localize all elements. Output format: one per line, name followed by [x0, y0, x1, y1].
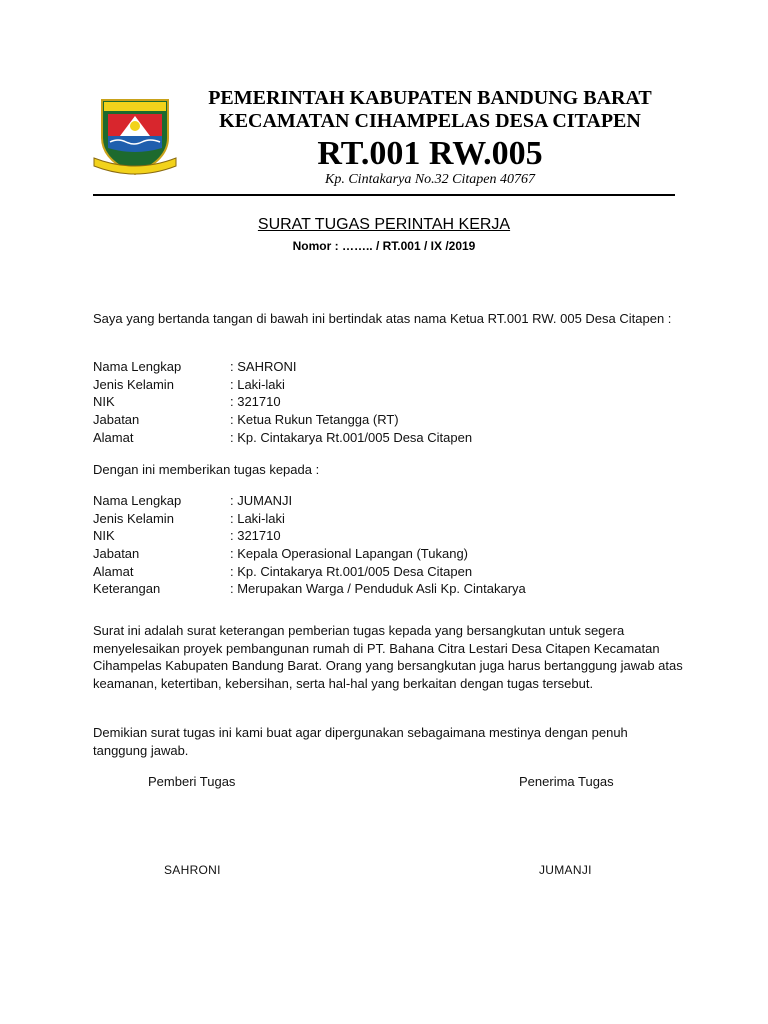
- field-label: Jabatan: [93, 546, 140, 561]
- field-label: Alamat: [93, 564, 134, 579]
- receiver-name: JUMANJI: [539, 863, 592, 877]
- field-value: : Laki-laki: [230, 511, 285, 526]
- letterhead-government: PEMERINTAH KABUPATEN BANDUNG BARAT: [208, 87, 652, 109]
- assignee-field: [93, 580, 526, 598]
- field-value: : Kepala Operasional Lapangan (Tukang): [230, 546, 469, 561]
- assignee-field: [93, 527, 281, 545]
- field-label: Alamat: [93, 430, 134, 445]
- intro-paragraph: Saya yang bertanda tangan di bawah ini bertindak atas nama Ketua RT.001 RW. 005 Desa Citapen :: [93, 311, 672, 326]
- field-value: : 321710: [230, 528, 281, 543]
- issuer-field: [93, 429, 472, 447]
- field-label: Jenis Kelamin: [93, 511, 174, 526]
- document-number: Nomor : …….. / RT.001 / IX /2019: [292, 239, 476, 253]
- assignee-field: [93, 545, 468, 563]
- assignee-field: [93, 510, 285, 528]
- field-value: : Merupakan Warga / Penduduk Asli Kp. Cintakarya: [230, 581, 526, 596]
- letterhead-address: Kp. Cintakarya No.32 Citapen 40767: [325, 172, 535, 187]
- assignee-field: [93, 492, 292, 510]
- field-label: Jenis Kelamin: [93, 377, 174, 392]
- field-label: NIK: [93, 394, 115, 409]
- field-value: : SAHRONI: [230, 359, 297, 374]
- giver-name: SAHRONI: [164, 863, 221, 877]
- field-value: : Kp. Cintakarya Rt.001/005 Desa Citapen: [230, 564, 473, 579]
- assignee-field: [93, 563, 472, 581]
- field-value: : 321710: [230, 394, 281, 409]
- body-paragraph: Surat ini adalah surat keterangan pemberian tugas kepada yang bersangkutan untuk segera menyelesaikan proyek pembangunan rumah di PT. Bahana Citra Lestari Desa Citapen Kecamatan Cihampelas Kabupaten Bandung Barat. Orang yang bersangkutan juga harus bertanggung jawab atas keamanan, ketertiban, kebersihan, serta hal-hal yang berkaitan dengan tugas tersebut.: [93, 623, 683, 691]
- issuer-field: [93, 411, 399, 429]
- field-value: : Ketua Rukun Tetangga (RT): [230, 412, 399, 427]
- field-label: Nama Lengkap: [93, 493, 182, 508]
- document-title: SURAT TUGAS PERINTAH KERJA: [257, 216, 511, 233]
- field-value: : Laki-laki: [230, 377, 285, 392]
- letterhead-divider: [93, 194, 675, 196]
- closing-paragraph: Demikian surat tugas ini kami buat agar dipergunakan sebagaimana mestinya dengan penuh tanggung jawab.: [93, 725, 628, 758]
- field-label: Keterangan: [93, 581, 161, 596]
- field-label: Jabatan: [93, 412, 140, 427]
- field-value: : JUMANJI: [230, 493, 293, 508]
- assignment-intro: Dengan ini memberikan tugas kepada :: [93, 462, 320, 477]
- letterhead-rt-rw: RT.001 RW.005: [317, 135, 543, 172]
- receiver-label: Penerima Tugas: [519, 774, 614, 789]
- issuer-field: [93, 393, 281, 411]
- letterhead-district: KECAMATAN CIHAMPELAS DESA CITAPEN: [219, 110, 641, 132]
- issuer-field: [93, 358, 296, 376]
- field-label: Nama Lengkap: [93, 359, 182, 374]
- regency-coat-of-arms-icon: [92, 92, 178, 178]
- giver-label: Pemberi Tugas: [148, 774, 236, 789]
- issuer-field: [93, 376, 285, 394]
- field-value: : Kp. Cintakarya Rt.001/005 Desa Citapen: [230, 430, 473, 445]
- field-label: NIK: [93, 528, 115, 543]
